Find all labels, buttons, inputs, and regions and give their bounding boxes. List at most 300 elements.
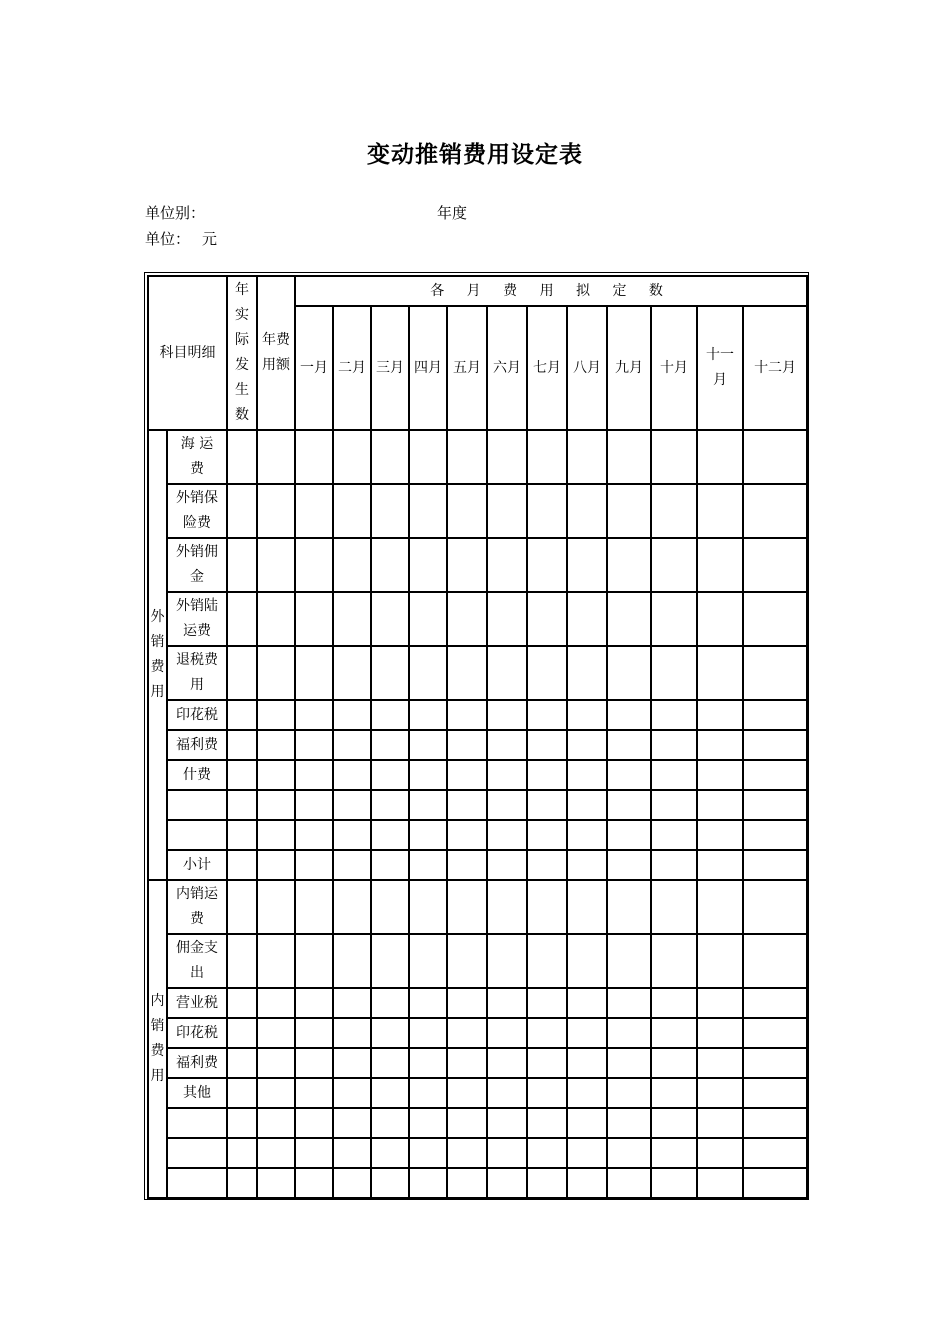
data-cell[interactable] xyxy=(567,934,607,988)
data-cell[interactable] xyxy=(607,592,651,646)
item-label: 外销陆 运费 xyxy=(167,592,227,646)
data-cell[interactable] xyxy=(257,790,295,820)
data-cell[interactable] xyxy=(295,1048,333,1078)
data-cell[interactable] xyxy=(567,592,607,646)
data-cell[interactable] xyxy=(333,760,371,790)
data-cell[interactable] xyxy=(257,1108,295,1138)
data-cell[interactable] xyxy=(527,850,567,880)
data-cell[interactable] xyxy=(409,850,447,880)
data-cell[interactable] xyxy=(567,1018,607,1048)
data-cell[interactable] xyxy=(371,880,409,934)
data-cell[interactable] xyxy=(697,1138,743,1168)
data-cell[interactable] xyxy=(697,592,743,646)
data-cell[interactable] xyxy=(697,790,743,820)
data-cell[interactable] xyxy=(257,850,295,880)
data-cell[interactable] xyxy=(527,1018,567,1048)
data-cell[interactable] xyxy=(527,730,567,760)
data-cell[interactable] xyxy=(409,646,447,700)
data-cell[interactable] xyxy=(227,880,257,934)
data-cell[interactable] xyxy=(697,430,743,484)
data-cell[interactable] xyxy=(227,1078,257,1108)
data-cell[interactable] xyxy=(227,1048,257,1078)
data-cell[interactable] xyxy=(295,934,333,988)
data-cell[interactable] xyxy=(697,934,743,988)
data-cell[interactable] xyxy=(651,1108,697,1138)
data-cell[interactable] xyxy=(743,1048,807,1078)
data-cell[interactable] xyxy=(651,538,697,592)
data-cell[interactable] xyxy=(567,538,607,592)
data-cell[interactable] xyxy=(227,646,257,700)
item-label: 海 运 费 xyxy=(167,430,227,484)
data-cell[interactable] xyxy=(295,820,333,850)
data-cell[interactable] xyxy=(607,484,651,538)
data-cell[interactable] xyxy=(697,646,743,700)
data-cell[interactable] xyxy=(409,880,447,934)
data-cell[interactable] xyxy=(567,790,607,820)
annual-header: 年费 用额 xyxy=(257,276,295,430)
data-cell[interactable] xyxy=(651,1138,697,1168)
data-cell[interactable] xyxy=(743,1078,807,1108)
data-cell[interactable] xyxy=(227,538,257,592)
data-cell[interactable] xyxy=(607,850,651,880)
data-cell[interactable] xyxy=(295,646,333,700)
data-cell[interactable] xyxy=(527,592,567,646)
data-cell[interactable] xyxy=(651,934,697,988)
data-cell[interactable] xyxy=(295,430,333,484)
data-cell[interactable] xyxy=(697,1048,743,1078)
data-cell[interactable] xyxy=(487,430,527,484)
data-cell[interactable] xyxy=(371,934,409,988)
data-cell[interactable] xyxy=(527,1078,567,1108)
data-cell[interactable] xyxy=(527,760,567,790)
data-cell[interactable] xyxy=(257,760,295,790)
data-cell[interactable] xyxy=(743,988,807,1018)
data-cell[interactable] xyxy=(743,700,807,730)
data-cell[interactable] xyxy=(257,646,295,700)
data-cell[interactable] xyxy=(333,880,371,934)
month-header: 六月 xyxy=(487,306,527,430)
data-cell[interactable] xyxy=(295,1018,333,1048)
data-cell[interactable] xyxy=(371,646,409,700)
data-cell[interactable] xyxy=(257,730,295,760)
data-cell[interactable] xyxy=(607,1168,651,1198)
data-cell[interactable] xyxy=(607,988,651,1018)
year-label: 年度 xyxy=(437,204,468,222)
data-cell[interactable] xyxy=(333,1108,371,1138)
data-cell[interactable] xyxy=(371,430,409,484)
data-cell[interactable] xyxy=(333,538,371,592)
data-cell[interactable] xyxy=(651,790,697,820)
data-cell[interactable] xyxy=(527,988,567,1018)
data-cell[interactable] xyxy=(409,790,447,820)
data-cell[interactable] xyxy=(257,934,295,988)
data-cell[interactable] xyxy=(651,646,697,700)
data-cell[interactable] xyxy=(371,700,409,730)
data-cell[interactable] xyxy=(567,646,607,700)
data-cell[interactable] xyxy=(697,1078,743,1108)
data-cell[interactable] xyxy=(447,730,487,760)
data-cell[interactable] xyxy=(487,730,527,760)
data-cell[interactable] xyxy=(567,730,607,760)
data-cell[interactable] xyxy=(227,430,257,484)
data-cell[interactable] xyxy=(487,1018,527,1048)
data-cell[interactable] xyxy=(371,592,409,646)
data-cell[interactable] xyxy=(333,430,371,484)
data-cell[interactable] xyxy=(371,1048,409,1078)
data-cell[interactable] xyxy=(567,1138,607,1168)
data-cell[interactable] xyxy=(333,1138,371,1168)
month-header: 八月 xyxy=(567,306,607,430)
data-cell[interactable] xyxy=(567,1048,607,1078)
item-label xyxy=(167,820,227,850)
data-cell[interactable] xyxy=(447,1108,487,1138)
data-cell[interactable] xyxy=(607,538,651,592)
data-cell[interactable] xyxy=(651,700,697,730)
data-cell[interactable] xyxy=(447,700,487,730)
data-cell[interactable] xyxy=(409,538,447,592)
data-cell[interactable] xyxy=(371,760,409,790)
table-row xyxy=(148,430,807,484)
data-cell[interactable] xyxy=(487,1048,527,1078)
data-cell[interactable] xyxy=(743,592,807,646)
data-cell[interactable] xyxy=(487,700,527,730)
data-cell[interactable] xyxy=(371,484,409,538)
data-cell[interactable] xyxy=(227,934,257,988)
data-cell[interactable] xyxy=(743,820,807,850)
table-row xyxy=(148,730,807,760)
data-cell[interactable] xyxy=(743,484,807,538)
data-cell[interactable] xyxy=(487,538,527,592)
data-cell[interactable] xyxy=(697,850,743,880)
data-cell[interactable] xyxy=(651,850,697,880)
data-cell[interactable] xyxy=(651,1018,697,1048)
data-cell[interactable] xyxy=(409,934,447,988)
data-cell[interactable] xyxy=(527,880,567,934)
data-cell[interactable] xyxy=(697,1108,743,1138)
data-cell[interactable] xyxy=(227,484,257,538)
table-row xyxy=(148,760,807,790)
data-cell[interactable] xyxy=(227,592,257,646)
data-cell[interactable] xyxy=(651,1168,697,1198)
data-cell[interactable] xyxy=(697,988,743,1018)
data-cell[interactable] xyxy=(295,1078,333,1108)
data-cell[interactable] xyxy=(295,1168,333,1198)
data-cell[interactable] xyxy=(527,538,567,592)
item-label: 佣金支 出 xyxy=(167,934,227,988)
data-cell[interactable] xyxy=(447,880,487,934)
data-cell[interactable] xyxy=(295,700,333,730)
data-cell[interactable] xyxy=(447,850,487,880)
data-cell[interactable] xyxy=(371,1078,409,1108)
data-cell[interactable] xyxy=(333,1048,371,1078)
data-cell[interactable] xyxy=(697,484,743,538)
data-cell[interactable] xyxy=(409,700,447,730)
data-cell[interactable] xyxy=(227,790,257,820)
data-cell[interactable] xyxy=(651,760,697,790)
data-cell[interactable] xyxy=(447,1048,487,1078)
data-cell[interactable] xyxy=(487,1168,527,1198)
data-cell[interactable] xyxy=(743,850,807,880)
data-cell[interactable] xyxy=(743,646,807,700)
data-cell[interactable] xyxy=(487,850,527,880)
data-cell[interactable] xyxy=(743,538,807,592)
data-cell[interactable] xyxy=(409,1168,447,1198)
data-cell[interactable] xyxy=(697,700,743,730)
data-cell[interactable] xyxy=(227,1168,257,1198)
data-cell[interactable] xyxy=(409,1048,447,1078)
data-cell[interactable] xyxy=(257,988,295,1018)
data-cell[interactable] xyxy=(743,1108,807,1138)
data-cell[interactable] xyxy=(333,1078,371,1108)
data-cell[interactable] xyxy=(567,820,607,850)
data-cell[interactable] xyxy=(447,646,487,700)
data-cell[interactable] xyxy=(487,988,527,1018)
data-cell[interactable] xyxy=(567,484,607,538)
data-cell[interactable] xyxy=(567,1108,607,1138)
data-cell[interactable] xyxy=(447,820,487,850)
data-cell[interactable] xyxy=(333,790,371,820)
data-cell[interactable] xyxy=(447,934,487,988)
data-cell[interactable] xyxy=(697,820,743,850)
data-cell[interactable] xyxy=(447,1018,487,1048)
data-cell[interactable] xyxy=(607,760,651,790)
data-cell[interactable] xyxy=(743,730,807,760)
data-cell[interactable] xyxy=(227,820,257,850)
data-cell[interactable] xyxy=(447,760,487,790)
data-cell[interactable] xyxy=(567,430,607,484)
data-cell[interactable] xyxy=(257,820,295,850)
data-cell[interactable] xyxy=(257,1018,295,1048)
data-cell[interactable] xyxy=(257,700,295,730)
data-cell[interactable] xyxy=(295,484,333,538)
data-cell[interactable] xyxy=(371,1168,409,1198)
data-cell[interactable] xyxy=(227,700,257,730)
data-cell[interactable] xyxy=(743,1168,807,1198)
data-cell[interactable] xyxy=(333,934,371,988)
data-cell[interactable] xyxy=(227,1018,257,1048)
data-cell[interactable] xyxy=(257,430,295,484)
data-cell[interactable] xyxy=(447,988,487,1018)
data-cell[interactable] xyxy=(409,760,447,790)
data-cell[interactable] xyxy=(487,820,527,850)
data-cell[interactable] xyxy=(567,1078,607,1108)
data-cell[interactable] xyxy=(567,760,607,790)
data-cell[interactable] xyxy=(697,760,743,790)
data-cell[interactable] xyxy=(651,730,697,760)
item-label: 小计 xyxy=(167,850,227,880)
data-cell[interactable] xyxy=(295,850,333,880)
data-cell[interactable] xyxy=(409,988,447,1018)
table-row xyxy=(148,1168,807,1198)
data-cell[interactable] xyxy=(487,592,527,646)
data-cell[interactable] xyxy=(697,880,743,934)
data-cell[interactable] xyxy=(295,760,333,790)
data-cell[interactable] xyxy=(487,880,527,934)
data-cell[interactable] xyxy=(447,592,487,646)
data-cell[interactable] xyxy=(607,1018,651,1048)
data-cell[interactable] xyxy=(527,700,567,730)
data-cell[interactable] xyxy=(295,988,333,1018)
data-cell[interactable] xyxy=(487,1078,527,1108)
data-cell[interactable] xyxy=(527,484,567,538)
data-cell[interactable] xyxy=(257,1138,295,1168)
data-cell[interactable] xyxy=(487,484,527,538)
data-cell[interactable] xyxy=(409,1138,447,1168)
data-cell[interactable] xyxy=(607,1108,651,1138)
data-cell[interactable] xyxy=(743,760,807,790)
data-cell[interactable] xyxy=(567,700,607,730)
data-cell[interactable] xyxy=(527,820,567,850)
data-cell[interactable] xyxy=(409,484,447,538)
data-cell[interactable] xyxy=(743,880,807,934)
data-cell[interactable] xyxy=(333,592,371,646)
data-cell[interactable] xyxy=(651,430,697,484)
data-cell[interactable] xyxy=(257,1168,295,1198)
data-cell[interactable] xyxy=(409,592,447,646)
data-cell[interactable] xyxy=(371,820,409,850)
data-cell[interactable] xyxy=(371,1138,409,1168)
data-cell[interactable] xyxy=(743,1018,807,1048)
data-cell[interactable] xyxy=(409,1018,447,1048)
data-cell[interactable] xyxy=(651,820,697,850)
table-row xyxy=(148,484,807,538)
data-cell[interactable] xyxy=(651,484,697,538)
data-cell[interactable] xyxy=(409,1108,447,1138)
data-cell[interactable] xyxy=(567,1168,607,1198)
data-cell[interactable] xyxy=(295,592,333,646)
data-cell[interactable] xyxy=(743,430,807,484)
data-cell[interactable] xyxy=(333,484,371,538)
data-cell[interactable] xyxy=(333,850,371,880)
data-cell[interactable] xyxy=(487,934,527,988)
data-cell[interactable] xyxy=(527,646,567,700)
data-cell[interactable] xyxy=(527,1048,567,1078)
data-cell[interactable] xyxy=(227,1108,257,1138)
data-cell[interactable] xyxy=(295,1108,333,1138)
data-cell[interactable] xyxy=(257,1078,295,1108)
data-cell[interactable] xyxy=(527,790,567,820)
data-cell[interactable] xyxy=(371,730,409,760)
table-row xyxy=(148,880,807,934)
data-cell[interactable] xyxy=(447,1078,487,1108)
data-cell[interactable] xyxy=(697,730,743,760)
data-cell[interactable] xyxy=(227,760,257,790)
data-cell[interactable] xyxy=(607,820,651,850)
data-cell[interactable] xyxy=(607,700,651,730)
data-cell[interactable] xyxy=(567,880,607,934)
data-cell[interactable] xyxy=(257,538,295,592)
data-cell[interactable] xyxy=(409,820,447,850)
data-cell[interactable] xyxy=(371,1018,409,1048)
data-cell[interactable] xyxy=(295,1138,333,1168)
data-cell[interactable] xyxy=(333,646,371,700)
data-cell[interactable] xyxy=(607,1078,651,1108)
data-cell[interactable] xyxy=(447,484,487,538)
data-cell[interactable] xyxy=(607,730,651,760)
data-cell[interactable] xyxy=(257,484,295,538)
data-cell[interactable] xyxy=(487,646,527,700)
data-cell[interactable] xyxy=(607,646,651,700)
data-cell[interactable] xyxy=(447,430,487,484)
data-cell[interactable] xyxy=(527,1138,567,1168)
data-cell[interactable] xyxy=(487,1108,527,1138)
data-cell[interactable] xyxy=(651,1048,697,1078)
data-cell[interactable] xyxy=(447,1168,487,1198)
data-cell[interactable] xyxy=(257,592,295,646)
data-cell[interactable] xyxy=(527,1168,567,1198)
data-cell[interactable] xyxy=(295,730,333,760)
data-cell[interactable] xyxy=(447,790,487,820)
data-cell[interactable] xyxy=(409,430,447,484)
data-cell[interactable] xyxy=(371,538,409,592)
data-cell[interactable] xyxy=(651,1078,697,1108)
data-cell[interactable] xyxy=(743,1138,807,1168)
data-cell[interactable] xyxy=(447,538,487,592)
data-cell[interactable] xyxy=(409,1078,447,1108)
data-cell[interactable] xyxy=(743,934,807,988)
data-cell[interactable] xyxy=(333,820,371,850)
data-cell[interactable] xyxy=(227,850,257,880)
data-cell[interactable] xyxy=(227,730,257,760)
data-cell[interactable] xyxy=(527,1108,567,1138)
table-row xyxy=(148,934,807,988)
data-cell[interactable] xyxy=(371,988,409,1018)
data-cell[interactable] xyxy=(371,850,409,880)
data-cell[interactable] xyxy=(607,430,651,484)
data-cell[interactable] xyxy=(607,1138,651,1168)
data-cell[interactable] xyxy=(607,1048,651,1078)
data-cell[interactable] xyxy=(333,988,371,1018)
data-cell[interactable] xyxy=(487,760,527,790)
data-cell[interactable] xyxy=(607,880,651,934)
data-cell[interactable] xyxy=(295,538,333,592)
data-cell[interactable] xyxy=(697,538,743,592)
data-cell[interactable] xyxy=(527,934,567,988)
data-cell[interactable] xyxy=(295,790,333,820)
data-cell[interactable] xyxy=(651,880,697,934)
data-cell[interactable] xyxy=(487,1138,527,1168)
data-cell[interactable] xyxy=(333,730,371,760)
data-cell[interactable] xyxy=(697,1168,743,1198)
data-cell[interactable] xyxy=(567,988,607,1018)
monthly-header: 各 月 费 用 拟 定 数 xyxy=(295,276,807,306)
data-cell[interactable] xyxy=(651,988,697,1018)
data-cell[interactable] xyxy=(567,850,607,880)
data-cell[interactable] xyxy=(257,1048,295,1078)
data-cell[interactable] xyxy=(333,1018,371,1048)
data-cell[interactable] xyxy=(651,592,697,646)
data-cell[interactable] xyxy=(607,790,651,820)
table-row xyxy=(148,538,807,592)
data-cell[interactable] xyxy=(697,1018,743,1048)
data-cell[interactable] xyxy=(607,934,651,988)
data-cell[interactable] xyxy=(447,1138,487,1168)
table-row xyxy=(148,988,807,1018)
data-cell[interactable] xyxy=(333,1168,371,1198)
data-cell[interactable] xyxy=(371,1108,409,1138)
data-cell[interactable] xyxy=(257,880,295,934)
data-cell[interactable] xyxy=(743,790,807,820)
data-cell[interactable] xyxy=(527,430,567,484)
data-cell[interactable] xyxy=(227,1138,257,1168)
data-cell[interactable] xyxy=(487,790,527,820)
data-cell[interactable] xyxy=(409,730,447,760)
data-cell[interactable] xyxy=(227,988,257,1018)
data-cell[interactable] xyxy=(371,790,409,820)
data-cell[interactable] xyxy=(333,700,371,730)
data-cell[interactable] xyxy=(295,880,333,934)
page-title: 变动推销费用设定表 xyxy=(367,141,583,168)
